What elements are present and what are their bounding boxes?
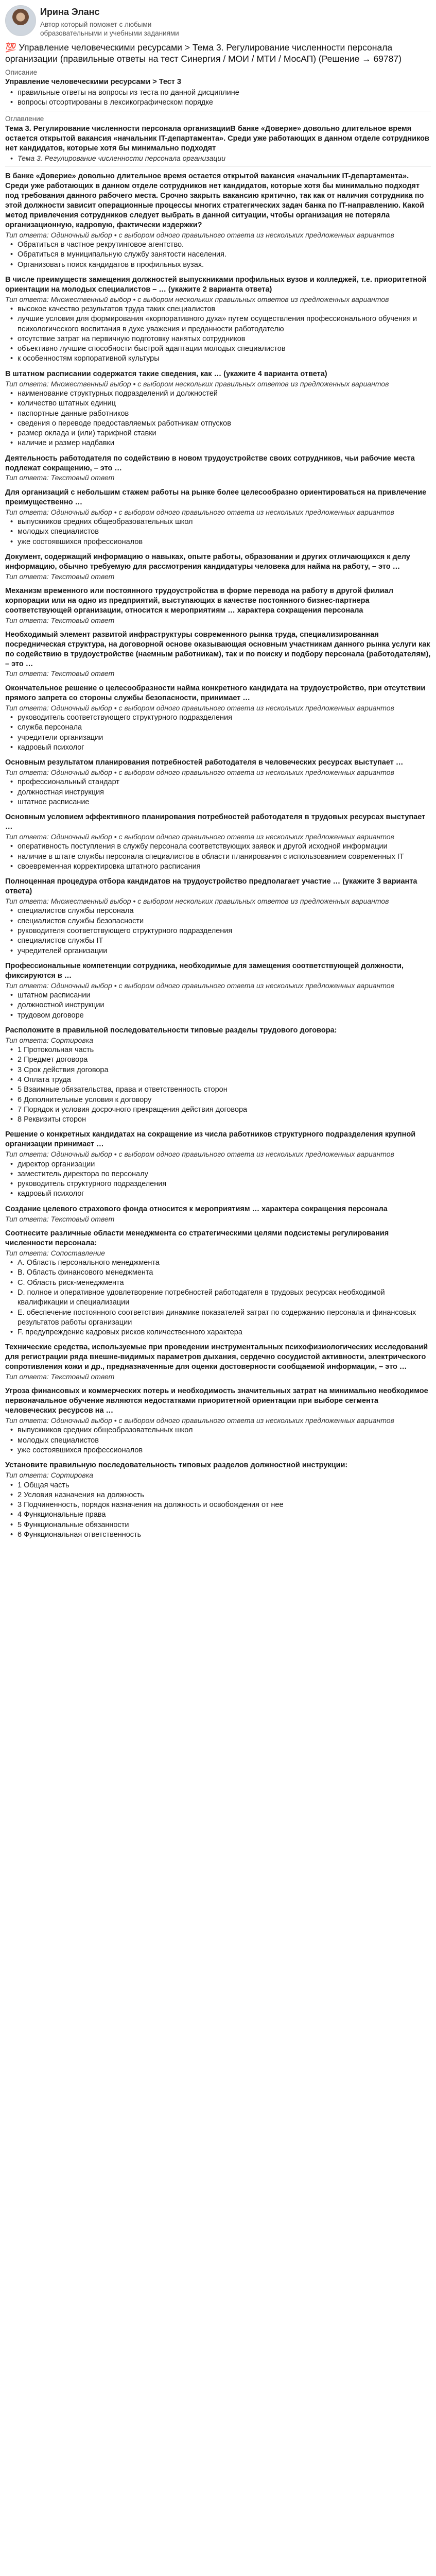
question-block [5,172,431,269]
toc-list [5,154,431,163]
answer-option: • 8 Реквизиты сторон [5,1115,431,1125]
question-text: Установите правильную последовательность типовых разделов должностной инструкции: [5,1461,348,1470]
answer-type: Тип ответа: Множественный выбор • с выбором нескольких правильных ответов из предложенных вариантов [5,896,389,905]
answer-option: • заместитель директора по персоналу [5,1170,431,1179]
question-block [5,454,431,483]
question-text: Расположите в правильной последовательности типовые разделы трудового договора: [5,1026,337,1035]
answer-type: Тип ответа: Одиночный выбор • с выбором одного правильного ответа из нескольких предложенных вариантов [5,507,394,516]
answer-option: • учредителей организации [5,946,431,956]
answer-option: • 6 Функциональная ответственность [5,1530,431,1540]
toc-section [5,114,431,163]
question-text: Профессиональные компетенции сотрудника, необходимые для замещения соответствующей должности, фиксируются в … [5,961,404,980]
answer-type: Тип ответа: Множественный выбор • с выбором нескольких правильных ответов из предложенных вариантов [5,295,389,303]
answer-option: • 2 Предмет договора [5,1055,431,1065]
answer-option: • своевременная корректировка штатного расписания [5,862,431,872]
answer-type: Тип ответа: Текстовый ответ [5,1214,115,1223]
question-text: Основным условием эффективного планирования потребностей работодателя в трудовых ресурсах выступает … [5,813,426,832]
answer-options [5,991,431,1021]
question-block [5,488,431,547]
description-list [5,88,431,108]
answer-type: Тип ответа: Сортировка [5,1036,94,1044]
question-block [5,961,431,1021]
answer-options [5,240,431,270]
question-block [5,369,431,449]
answer-option: • выпускников средних общеобразовательных школ [5,517,431,527]
answer-option: • 2 Условия назначения на должность [5,1490,431,1500]
answer-options [5,1258,431,1337]
answer-option: • Обратиться в частное рекрутинговое агентство. [5,240,431,250]
answer-option: • B. Область финансового менеджмента [5,1268,431,1278]
answer-option: • высокое качество результатов труда таких специалистов [5,304,431,314]
answer-type: Тип ответа: Множественный выбор • с выбором нескольких правильных ответов из предложенных вариантов [5,379,389,388]
answer-options [5,842,431,872]
answer-option: • уже состоявшихся профессионалов [5,1446,431,1455]
answer-option: • профессиональный стандарт [5,777,431,787]
toc-heading: Тема 3. Регулирование численности персонала организацииВ банке «Доверие» довольно длительное время остается открытой вакансия «начальник IT-департамента». Среди уже работающих в данном отделе сотрудников нет кандидатов, которые хотя бы минимально подходят [5,124,429,152]
author-header [5,5,431,38]
questions-list [5,172,431,1540]
answer-option: • сведения о переводе предоставляемых работникам отпусков [5,419,431,429]
answer-options [5,713,431,753]
question-text: В числе преимуществ замещения должностей выпускниками профильных вузов и колледжей, т.е. приоритетной ориентации на молодых специалистов – … (укажите 2 варианта ответа) [5,275,427,294]
answer-option: • Обратиться в муниципальную службу занятости населения. [5,250,431,260]
question-text: Деятельность работодателя по содействию в новом трудоустройстве своих сотрудников, чьи рабочие места подлежат сокращению, – это … [5,454,415,472]
answer-option: • 4 Функциональные права [5,1510,431,1520]
question-block [5,586,431,625]
question-block [5,758,431,807]
answer-option: • кадровый психолог [5,743,431,753]
answer-option: • F. предупреждение кадровых рисков количественного характера [5,1328,431,1337]
question-text: Создание целевого страхового фонда относится к мероприятиям … характера сокращения персонала [5,1205,388,1213]
answer-option: • C. Область риск-менеджмента [5,1278,431,1288]
answer-option: • оперативность поступления в службу персонала соответствующих заявок и другой исходной информации [5,842,431,852]
answer-option: • служба персонала [5,723,431,733]
answer-options [5,1481,431,1540]
answer-type: Тип ответа: Текстовый ответ [5,473,115,482]
answer-option: • наличие и размер надбавки [5,438,431,448]
answer-type: Тип ответа: Текстовый ответ [5,669,115,678]
author-bio: Автор который поможет с любыми образовательными и учебными заданиями [40,20,179,38]
question-text: Угроза финансовых и коммерческих потерь и необходимость значительных затрат на минимально необходимое первоначальное обучение являются недостатками приоритетной ориентации при выборе сегмента человеческих ресурсов на … [5,1387,428,1415]
answer-options [5,777,431,807]
toc-label: Оглавление [5,114,44,123]
answer-option: • директор организации [5,1160,431,1170]
list-item: • вопросы отсортированы в лексикографическом порядке [5,98,431,108]
question-text: Решение о конкретных кандидатах на сокращение из числа работников структурного подразделения крупной организации принимает … [5,1130,416,1149]
answer-option: • наличие в штате службы персонала специалистов в области планирования с использованием современных IT [5,852,431,862]
answer-option: • 4 Оплата труда [5,1075,431,1085]
answer-option: • объективно лучшие способности быстрой адаптации молодых специалистов [5,344,431,354]
answer-option: • руководителя соответствующего структурного подразделения [5,926,431,936]
question-block [5,877,431,956]
answer-option: • специалистов службы IT [5,936,431,946]
answer-option: • A. Область персонального менеджмента [5,1258,431,1268]
answer-option: • количество штатных единиц [5,399,431,409]
question-block [5,1229,431,1337]
author-info [40,5,189,38]
question-block [5,812,431,872]
answer-option: • отсутствие затрат на первичную подготовку нанятых сотрудников [5,334,431,344]
answer-option: • должностная инструкция [5,788,431,798]
answer-type: Тип ответа: Текстовый ответ [5,1372,115,1381]
answer-option: • Организовать поиск кандидатов в профильных вузах. [5,260,431,270]
answer-type: Тип ответа: Текстовый ответ [5,616,115,624]
answer-option: • должностной инструкции [5,1001,431,1010]
answer-type: Тип ответа: Одиночный выбор • с выбором одного правильного ответа из нескольких предложенных вариантов [5,1150,394,1159]
question-text: Полноценная процедура отбора кандидатов на трудоустройство предполагает участие … (укажите 3 варианта ответа) [5,877,417,896]
answer-option: • 5 Функциональные обязанности [5,1520,431,1530]
question-text: В штатном расписании содержатся такие сведения, как … (укажите 4 варианта ответа) [5,369,327,378]
answer-options [5,304,431,364]
description-label: Описание [5,68,38,76]
description-section [5,68,431,108]
answer-option: • 6 Дополнительные условия к договору [5,1095,431,1105]
question-block [5,1386,431,1455]
question-block [5,1026,431,1125]
answer-option: • 1 Протокольная часть [5,1045,431,1055]
answer-option: • 3 Срок действия договора [5,1065,431,1075]
answer-type: Тип ответа: Одиночный выбор • с выбором одного правильного ответа из нескольких предложенных вариантов [5,768,394,776]
author-name[interactable]: Ирина Эланс [40,7,100,17]
question-block [5,630,431,679]
answer-type: Тип ответа: Одиночный выбор • с выбором одного правильного ответа из нескольких предложенных вариантов [5,230,394,239]
answer-type: Тип ответа: Текстовый ответ [5,572,115,581]
question-text: Основным результатом планирования потребностей работодателя в человеческих ресурсах выступает … [5,758,404,767]
question-block [5,275,431,364]
answer-option: • специалистов службы безопасности [5,917,431,926]
question-block [5,684,431,753]
answer-option: • уже состоявшихся профессионалов [5,537,431,547]
answer-option: • паспортные данные работников [5,409,431,419]
question-block [5,1461,431,1540]
answer-option: • 7 Порядок и условия досрочного прекращения действия договора [5,1105,431,1115]
answer-options [5,389,431,449]
answer-options [5,517,431,547]
answer-option: • наименование структурных подразделений и должностей [5,389,431,399]
toc-link[interactable]: • Тема 3. Регулирование численности персонала организации [5,154,431,163]
answer-option: • молодых специалистов [5,527,431,537]
description-heading: Управление человеческими ресурсами > Тест 3 [5,78,181,87]
question-text: Механизм временного или постоянного трудоустройства в форме перевода на работу в другой филиал корпорации или на одно из предприятий, выступающих в качестве постоянного бизнес-партнера соответствующей организации, относится к мероприятиям … характера сокращения персонала [5,586,393,615]
answer-option: • к особенностям корпоративной культуры [5,354,431,364]
question-text: Для организаций с небольшим стажем работы на рынке более целесообразно ориентироваться на привлечение преимущественно … [5,488,427,506]
answer-options [5,1045,431,1125]
answer-option: • специалистов службы персонала [5,906,431,916]
question-text: Необходимый элемент развитой инфраструктуры современного рынка труда, специализированная посредническая структура, на договорной основе оказывающая основным участникам данного рынка услуги как по содействию в трудоустройстве (наемным работникам), так и по поиску и подбору персонала (работодателям), – это … [5,630,431,668]
answer-option: • 5 Взаимные обязательства, права и ответственность сторон [5,1085,431,1095]
answer-option: • 1 Общая часть [5,1481,431,1490]
author-avatar[interactable] [5,5,36,36]
answer-option: • трудовом договоре [5,1011,431,1021]
answer-option: • руководитель соответствующего структурного подразделения [5,713,431,723]
answer-options [5,906,431,956]
question-block [5,552,431,581]
answer-type: Тип ответа: Сопоставление [5,1248,106,1257]
page-title: 💯 Управление человеческими ресурсами > Тема 3. Регулирование численности персонала организации (правильные ответы на тест Синергия / МОИ / МТИ / МосАП) (Решение → 69787) [5,42,402,64]
answer-type: Тип ответа: Одиночный выбор • с выбором одного правильного ответа из нескольких предложенных вариантов [5,832,394,841]
question-text: Документ, содержащий информацию о навыках, опыте работы, образовании и других отличающихся к делу информацию, обычно требуемую для рассмотрения кандидатуры человека для найма на работу, – это … [5,552,410,571]
answer-type: Тип ответа: Одиночный выбор • с выбором одного правильного ответа из нескольких предложенных вариантов [5,1416,394,1425]
question-text: Технические средства, используемые при проведении инструментальных психофизиологических исследований для регистрации ряда внешне-видимых параметров дыхания, сердечно сосудистой активности, электрического сопротивления кожи и др., предназначенные для оценки достоверности сообщаемой информации, – это … [5,1343,428,1371]
question-text: В банке «Доверие» довольно длительное время остается открытой вакансия «начальник IT-департамента». Среди уже работающих в данном отделе сотрудников нет кандидатов, которые хотя бы минимально подходят под требования данного рабочего места. Срочно закрыть вакансию критично, так как от наличия сотрудника по этой должности зависит операционные процессы многих стратегических задач банка по IT-направлению. Какой метод привлечения сотрудников следует выбрать в данной ситуации, чтобы организация не потеряла организационную, кадровую, фактически издержки? [5,172,425,229]
question-block [5,1205,431,1224]
answer-type: Тип ответа: Сортировка [5,1471,94,1480]
answer-option: • лучшие условия для формирования «корпоративного духа» путем осуществления профессионального обучения и психологического воспитания в духе уважения и преданности работодателю [5,314,431,334]
answer-option: • 3 Подчиненность, порядок назначения на должность и освобождения от нее [5,1500,431,1510]
answer-options [5,1160,431,1199]
answer-type: Тип ответа: Одиночный выбор • с выбором одного правильного ответа из нескольких предложенных вариантов [5,703,394,712]
question-text: Окончательное решение о целесообразности найма конкретного кандидата на трудоустройство, при отсутствии прямого запрета со стороны службы безопасности, принимает … [5,684,426,702]
answer-option: • учредители организации [5,733,431,743]
question-text: Соотнесите различные области менеджмента со стратегическими целями подсистемы регулирования численности персонала: [5,1229,389,1247]
question-block [5,1130,431,1199]
answer-option: • руководитель структурного подразделения [5,1179,431,1189]
answer-option: • выпускников средних общеобразовательных школ [5,1426,431,1435]
answer-option: • кадровый психолог [5,1189,431,1199]
answer-type: Тип ответа: Одиночный выбор • с выбором одного правильного ответа из нескольких предложенных вариантов [5,981,394,990]
answer-option: • размер оклада и (или) тарифной ставки [5,429,431,438]
answer-options [5,1426,431,1455]
answer-option: • E. обеспечение постоянного соответствия динамике показателей затрат по содержанию персонала и финансовых результатов работы организации [5,1308,431,1328]
list-item: • правильные ответы на вопросы из теста по данной дисциплине [5,88,431,98]
answer-option: • штатное расписание [5,798,431,807]
answer-option: • штатном расписании [5,991,431,1001]
answer-option: • D. полное и оперативное удовлетворение потребностей работодателя в трудовых ресурсах необходимой квалификации и специализации [5,1288,431,1308]
answer-option: • молодых специалистов [5,1436,431,1446]
question-block [5,1343,431,1381]
